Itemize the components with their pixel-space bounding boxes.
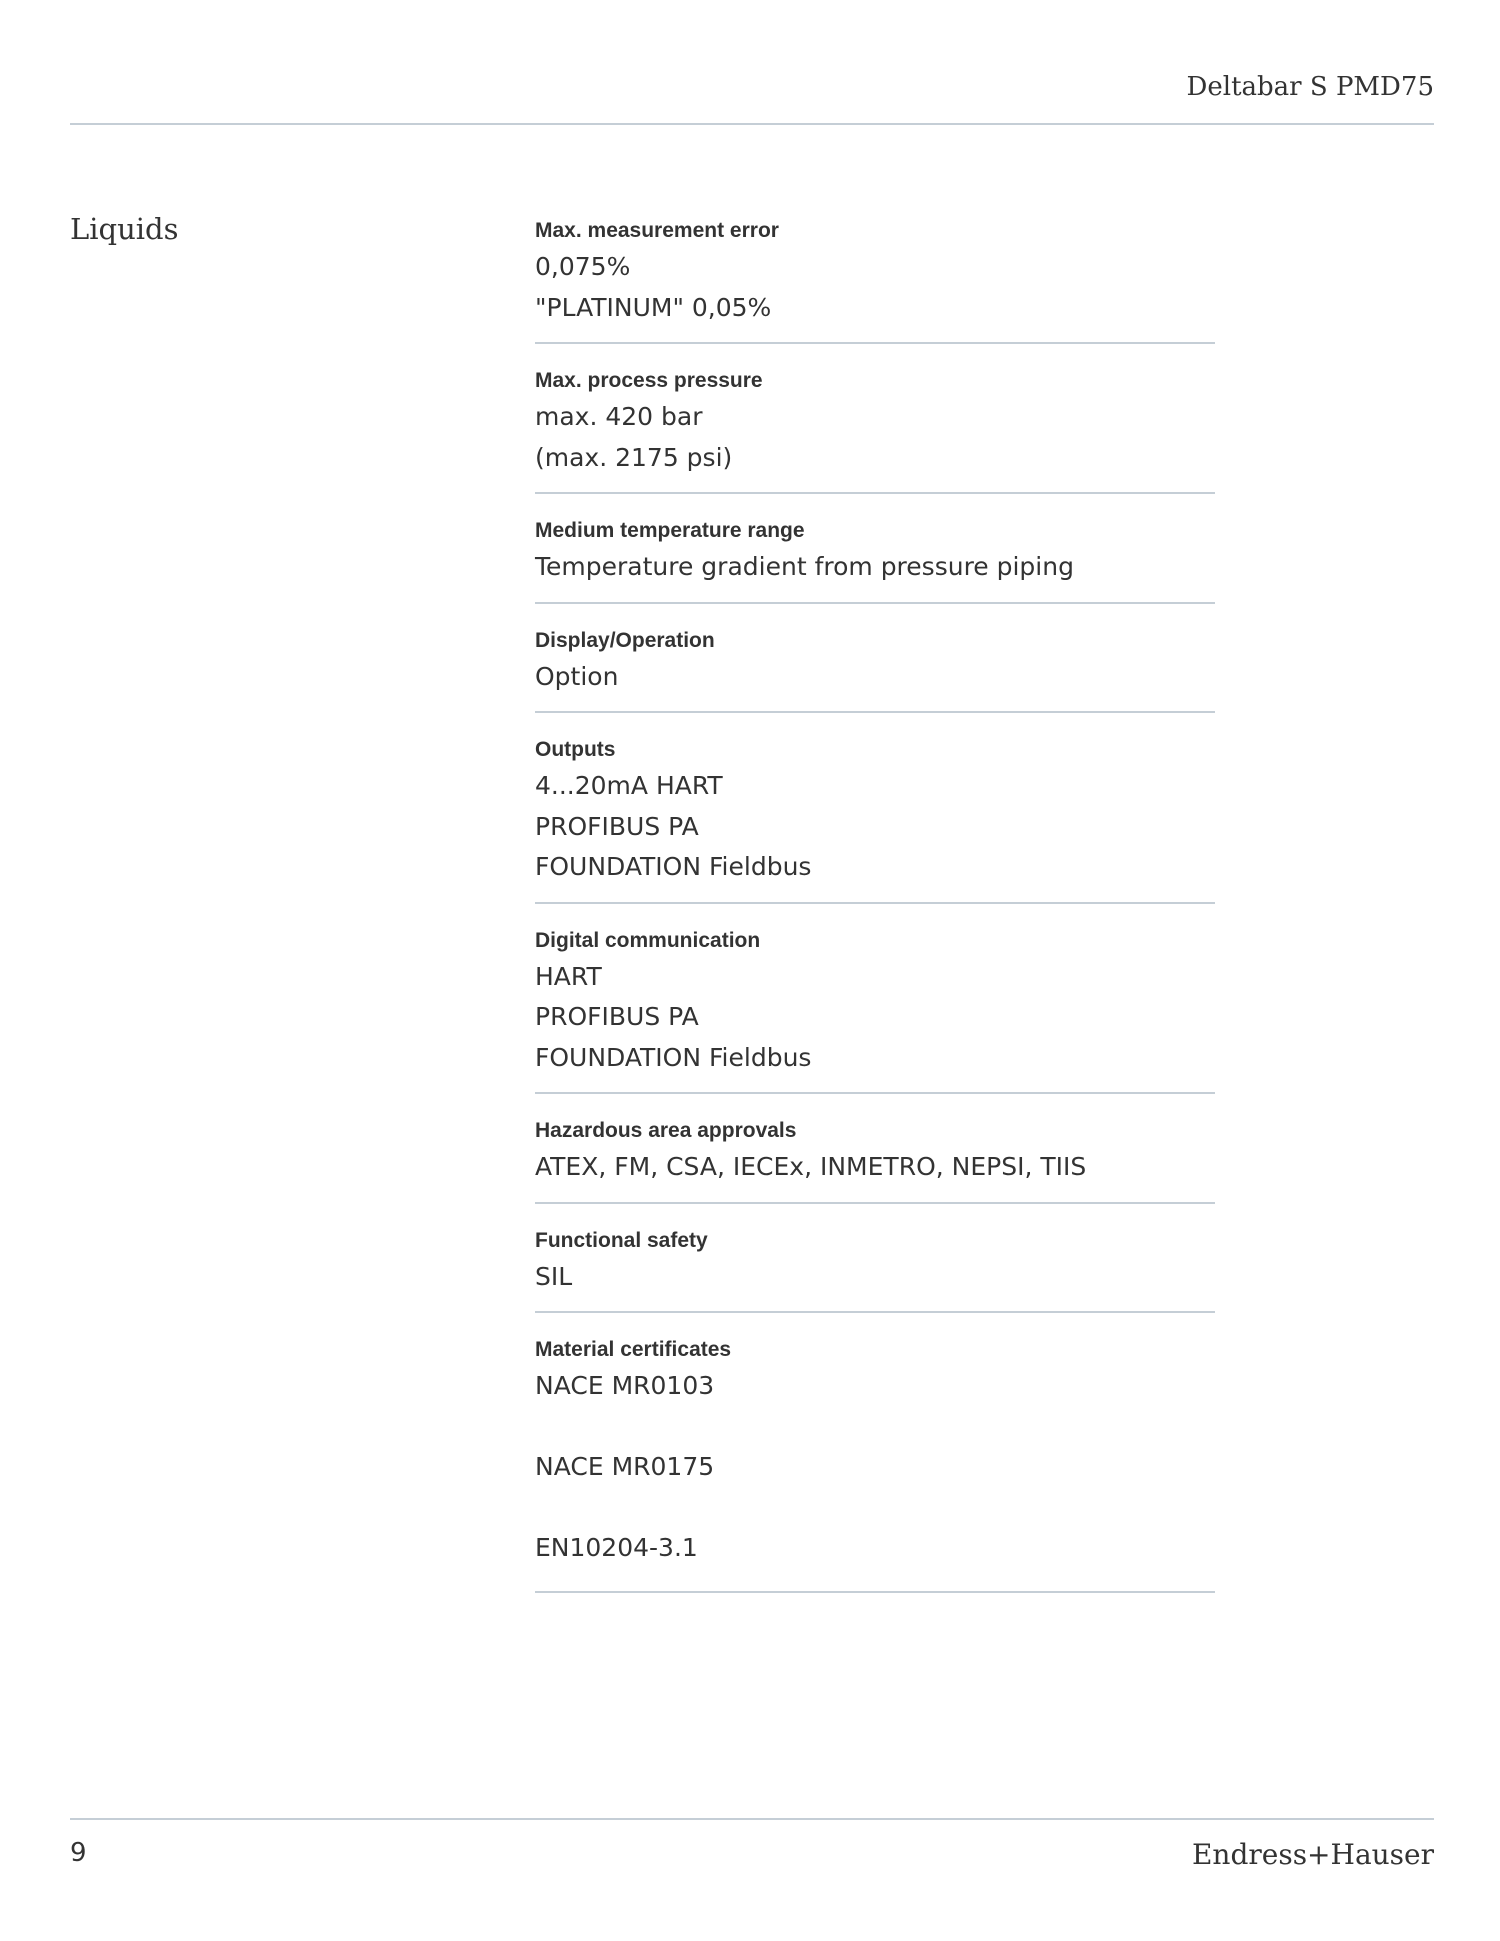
spec-label: Max. process pressure bbox=[535, 369, 763, 392]
spec-value: PROFIBUS PA bbox=[535, 1002, 699, 1031]
spec-label: Outputs bbox=[535, 738, 616, 761]
spec-outputs bbox=[535, 733, 1215, 904]
spec-value: max. 420 bar bbox=[535, 402, 703, 431]
brand-name: Endress+Hauser bbox=[1191, 1838, 1434, 1871]
spec-value: EN10204-3.1 bbox=[535, 1533, 698, 1562]
spec-value: ATEX, FM, CSA, IECEx, INMETRO, NEPSI, TIIS bbox=[535, 1152, 1087, 1181]
spec-value: NACE MR0175 bbox=[535, 1452, 715, 1481]
spec-label: Digital communication bbox=[535, 928, 761, 952]
spec-display-operation bbox=[535, 624, 1215, 714]
spec-value: FOUNDATION Fieldbus bbox=[535, 852, 812, 881]
section-title: Liquids bbox=[70, 212, 179, 246]
spec-value: NACE MR0103 bbox=[535, 1371, 715, 1400]
spec-medium-temperature-range bbox=[535, 514, 1215, 604]
spec-label: Material certificates bbox=[535, 1338, 732, 1361]
spec-label: Display/Operation bbox=[535, 628, 715, 652]
spec-value: Option bbox=[535, 661, 619, 691]
spec-value: 0,075% bbox=[535, 252, 631, 281]
spec-max-process-pressure bbox=[535, 364, 1215, 494]
spec-value: HART bbox=[535, 961, 602, 991]
document-title: Deltabar S PMD75 bbox=[1186, 72, 1434, 102]
spec-value: 4...20mA HART bbox=[535, 771, 723, 800]
spec-label: Medium temperature range bbox=[535, 519, 805, 542]
spec-label: Hazardous area approvals bbox=[535, 1119, 797, 1142]
spec-max-measurement-error bbox=[535, 214, 1215, 344]
spec-hazardous-area-approvals bbox=[535, 1114, 1215, 1204]
spec-value: "PLATINUM" 0,05% bbox=[535, 292, 772, 322]
spec-list bbox=[535, 214, 1215, 1613]
page-number: 9 bbox=[70, 1838, 87, 1868]
spec-value: Temperature gradient from pressure piping bbox=[535, 552, 1074, 581]
spec-label: Max. measurement error bbox=[535, 219, 779, 242]
spec-value: FOUNDATION Fieldbus bbox=[535, 1042, 812, 1072]
spec-value: SIL bbox=[535, 1261, 573, 1291]
spec-value: PROFIBUS PA bbox=[535, 811, 699, 841]
footer-divider bbox=[70, 1818, 1434, 1820]
spec-material-certificates bbox=[535, 1333, 1215, 1593]
spec-value: (max. 2175 psi) bbox=[535, 442, 733, 472]
spec-digital-communication bbox=[535, 924, 1215, 1095]
header-divider bbox=[70, 123, 1434, 125]
spec-label: Functional safety bbox=[535, 1228, 708, 1252]
spec-functional-safety bbox=[535, 1224, 1215, 1314]
